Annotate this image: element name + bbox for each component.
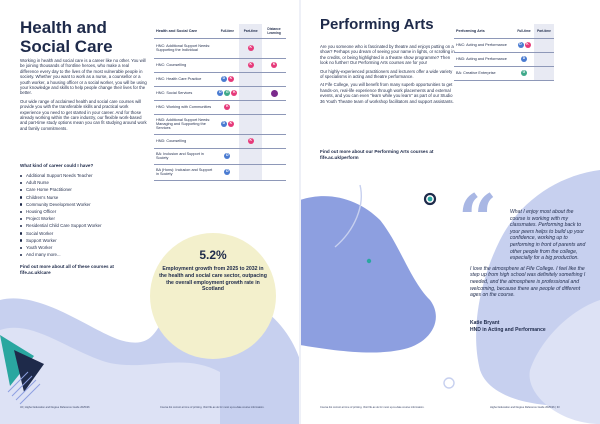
campus-dot-icon: K [526,42,529,47]
footer-left-page: 32 | Higher Education and Degree Reference Guide 2025/26 [20,406,90,409]
course-name: BA: Inclusion and Support in Society [154,148,215,164]
course-name: HNC: Acting and Performance [454,38,514,52]
career-item: Residential Child Care Support Worker [20,222,150,229]
table-row [154,134,286,148]
mode-cell [239,100,262,114]
mode-cell [262,100,286,114]
campus-dot-icon: K [249,45,252,50]
career-item: Care Home Practitioner [20,186,150,193]
table-row [154,148,286,164]
mode-cell [262,164,286,180]
performing-arts-course-table [454,24,554,81]
find-out-more-perform[interactable]: Find out more about our Performing Arts courses at fife.ac.uk/perform [320,149,434,160]
mode-cell [534,66,554,80]
table-header-part-time: Part-time [239,24,262,38]
pa-header-part-time: Part-time [534,24,554,38]
mode-cell [239,114,262,134]
course-name: BA (Hons): Inclusion and Support in Society [154,164,215,180]
footer-right-disclaimer: Course list correct at time of printing. Visit fife.ac.uk for most up-to-date course information. [320,406,425,409]
pa-header-course: Performing Arts [454,24,514,38]
mode-cell [239,86,262,100]
find-out-more-care[interactable]: Find out more about all of these courses at fife.ac.uk/care [20,264,114,275]
campus-dot-icon: D [522,56,526,61]
pa-paragraph-2: Our highly-experienced practitioners and lecturers offer a wide variety of specialisms in acting and theatre performance. [320,68,453,80]
mode-cell [239,164,262,180]
campus-dot-icon: G [522,70,526,75]
campus-dot-icon: K [226,104,229,109]
mode-cell [239,148,262,164]
mode-cell [262,86,286,100]
mode-cell [514,52,534,66]
course-name: HNC: Working with Communities [154,100,215,114]
campus-dot-icon: K [229,121,233,126]
pa-header-full-time: Full-time [514,24,534,38]
title-line-1: Health and [20,18,107,37]
career-item: Adult Nurse [20,179,150,186]
campus-dot-icon: K [233,90,236,95]
table-row [454,52,554,66]
table-header-course: Health and Social Care [154,24,215,38]
mode-cell [215,100,239,114]
mode-cell [215,58,239,72]
table-header-distance-learning: Distance Learning [262,24,286,38]
right-curve-end [367,259,371,263]
intro-paragraph-1: Working in health and social care is a career like no other. You will be joining thousands of frontline heroes, who make a real difference every day to the lives of the most vulnerable people in society. Whether you want to work as a nurse, a counsellor or a youth worker, a housing officer or a social worker, you will be using your knowledge and skills to help people change their lives for the better. [20,58,147,96]
career-item: And many more... [20,251,150,258]
mode-cell [215,72,239,86]
campus-dot-icon: K [229,76,233,81]
mode-cell [262,58,286,72]
mode-cell [262,114,286,134]
mode-cell [215,148,239,164]
mode-cell [534,52,554,66]
mode-cell [239,134,262,148]
footer-left-disclaimer: Course list correct at time of printing. Visit fife.ac.uk for most up-to-date course information. [160,406,265,409]
quote-name: Katie Bryant [470,320,500,326]
table-row [154,100,286,114]
mode-cell [215,114,239,134]
table-row [154,72,286,86]
intro-paragraph-2: Our wide range of acclaimed health and social care courses will provide you with the transferable skills and practical work experience you need to get started in your career. And for those already working within the care industry, our flexible work-based and part-time study options mean you can fit studying around work and family commitments. [20,98,147,131]
table-row [154,86,286,100]
career-item: Community Development Worker [20,201,150,208]
course-name: HND: Acting and Performance [454,52,514,66]
page-gutter [299,0,301,424]
mode-cell [514,38,534,52]
student-quote [470,209,588,303]
campus-dot-icon [271,90,278,97]
campus-dot-icon: D [226,153,229,158]
career-item: Youth Worker [20,244,150,251]
career-item: Housing Officer [20,208,150,215]
performing-arts-text [320,44,456,107]
careers-list [20,172,150,258]
mode-cell [215,38,239,58]
mode-cell [262,134,286,148]
mode-cell [215,134,239,148]
campus-dot-icon: D [222,76,226,81]
career-item: Support Worker [20,237,150,244]
table-row [154,114,286,134]
course-name: HNC: Counselling [154,58,215,72]
campus-dot-icon: D [226,169,229,174]
mode-cell [239,72,262,86]
careers-heading: What kind of career could I have? [20,163,94,168]
mode-cell [239,58,262,72]
course-name: HND: Counselling [154,134,215,148]
course-name: HNC: Additional Support Needs: Supporting the Individual [154,38,215,58]
table-header-full-time: Full-time [215,24,239,38]
table-row [154,38,286,58]
mode-cell [262,38,286,58]
mode-cell [262,72,286,86]
health-social-care-course-table [154,24,286,181]
mode-cell [239,38,262,58]
campus-dot-icon: K [249,138,252,143]
stat-description: Employment growth from 2025 to 2032 in the health and social care sector, outpacing the overall employment growth rate in Scotland [159,266,267,293]
table-row [154,164,286,180]
campus-dot-icon: K [272,62,276,67]
course-name: HNC: Health Care Practice [154,72,215,86]
table-row [154,58,286,72]
course-name: BA: Creative Enterprise [454,66,514,80]
mode-cell [262,148,286,164]
footer-right-page: Higher Education and Degree Reference Guide 2025/26 | 33 [490,406,560,409]
course-name: HNC: Social Services [154,86,215,100]
right-bottom-ring [444,378,454,388]
career-item: Social Worker [20,230,150,237]
page-title-performing-arts: Performing Arts [320,16,434,33]
campus-dot-icon: D [519,42,522,47]
campus-dot-icon: D [219,90,222,95]
career-item: Children's Nurse [20,194,150,201]
right-teal-dot [428,197,433,202]
quote-course: HND in Acting and Performance [470,326,546,333]
mode-cell [534,38,554,52]
mode-cell [514,66,534,80]
stat-number: 5.2% [199,248,227,262]
quote-paragraph-1: What I enjoy most about the course is working with my classmates. Performing back to your peers helps to build up your confidence, working up to performing in front of parents and other people from the college, especially for a big production. [510,209,586,262]
title-line-2: Social Care [20,37,113,56]
quote-attribution [470,320,546,333]
career-item: Project Worker [20,215,150,222]
table-row [454,38,554,52]
campus-dot-icon: D [222,121,226,126]
table-row [454,66,554,80]
course-name: HND: Additional Support Needs: Managing and Supporting the Services [154,114,215,134]
quote-paragraph-2: I love the atmosphere at Fife College. I feel like the step up from high school was definitely something I needed, and the atmosphere is professional and welcoming, because there are people of different ages on the course. [470,265,586,299]
campus-dot-icon: K [249,62,252,67]
page-title-health-social-care [20,18,150,56]
campus-dot-icon: G [226,90,229,95]
pa-paragraph-3: At Fife College, you will benefit from many superb opportunities to get hands-on, real-life experience through work placements and external events, and you can even "learn while you learn" as part of our Studio 36 Youth Theatre team of workshop facilitators and support assistants. [320,82,454,104]
career-item: Additional Support Needs Teacher [20,172,150,179]
mode-cell [215,86,239,100]
mode-cell [215,164,239,180]
quote-mark-icon: “ [458,180,498,260]
intro-text [20,58,148,134]
pa-paragraph-1: Are you someone who is fascinated by theatre and enjoys putting on a show? Perhaps you dream of seeing your name in lights, or scrolling in the credits, or being highlighted in a theatre show programme? Then look no further! Our Performing Arts courses are for you! [320,44,455,66]
